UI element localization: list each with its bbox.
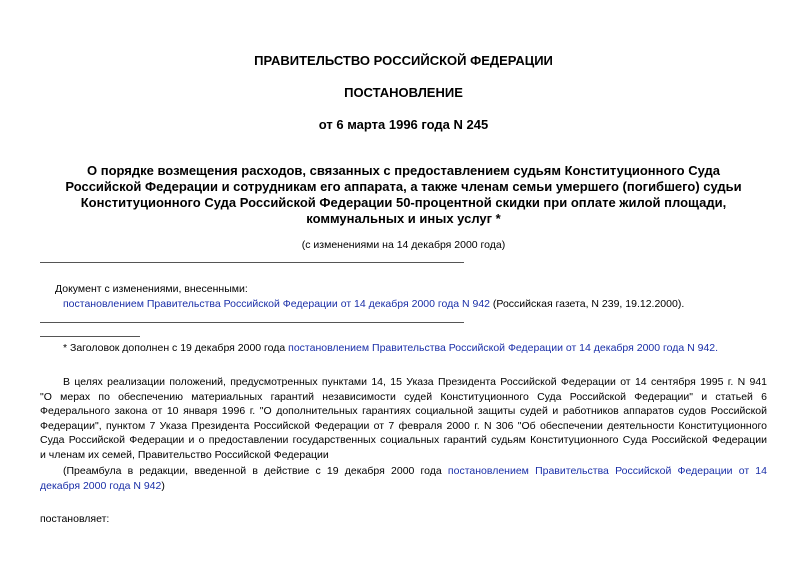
- preamble-line: Федерального закона от 10 января 1996 г. "О дополнительных гарантиях социальной защиты судей и работников аппаратов судов Российской: [40, 405, 767, 417]
- preamble-line: Федерации", пунктом 7 Указа Президента Российской Федерации от 7 февраля 2000 г. N 306 "Об обеспечении деятельности Конституционного: [40, 419, 767, 432]
- title-line: Конституционного Суда Российской Федерации 50-процентной скидки при оплате жилой площади,: [80, 195, 727, 210]
- preamble-line: Суда Российской Федерации и о предоставлении государственных социальных гарантий судьям Конституционного Суда Российской Федерации: [40, 434, 767, 446]
- date-number-heading: от 6 марта 1996 года N 245: [318, 117, 489, 132]
- preamble-edit-link[interactable]: постановлением Правительства Российской Федерации от 14: [447, 465, 767, 477]
- preamble-line: В целях реализации положений, предусмотренных пунктами 14, 15 Указа Президента Российской Федерации от 14 сентября 1995 г. N 941: [63, 376, 767, 388]
- preamble-line: "О мерах по обеспечению материальных гарантий независимости судей Конституционного Суда Российской Федерации" и статьей 6: [40, 390, 767, 403]
- footnote-link[interactable]: постановлением Правительства Российской Федерации от 14 декабря 2000 года N 942: [288, 342, 716, 354]
- changes-intro: Документ с изменениями, внесенными:: [55, 283, 248, 295]
- preamble-edit-link[interactable]: декабря 2000 года N 942: [40, 479, 162, 492]
- amendment-note: (с изменениями на 14 декабря 2000 года): [301, 239, 506, 251]
- preamble-edit-line: [63, 464, 767, 479]
- divider: [40, 262, 464, 263]
- footnote-suffix: .: [715, 342, 719, 354]
- publication-source: (Российская газета, N 239, 19.12.2000).: [490, 298, 685, 310]
- title-line: коммунальных и иных услуг *: [306, 211, 501, 226]
- footnote: [63, 342, 718, 355]
- resolves-text: постановляет:: [40, 513, 110, 525]
- title-line: Российской Федерации и сотрудникам его аппарата, а также членам семьи умершего (погибшего) судьи: [65, 179, 742, 194]
- preamble-edit-suffix: ): [161, 479, 165, 492]
- preamble-edit-text: (Преамбула в редакции, введенной в действие с 19 декабря 2000 года: [63, 465, 448, 477]
- government-heading: ПРАВИТЕЛЬСТВО РОССИЙСКОЙ ФЕДЕРАЦИИ: [254, 53, 553, 68]
- preamble-edit-line: [40, 479, 165, 494]
- footnote-divider: [40, 336, 140, 337]
- changes-entry: [63, 298, 684, 311]
- amendment-link[interactable]: постановлением Правительства Российской Федерации от 14 декабря 2000 года N 942: [63, 298, 490, 310]
- title-line: О порядке возмещения расходов, связанных с предоставлением судьям Конституционного Суда: [87, 163, 720, 178]
- footnote-text: * Заголовок дополнен с 19 декабря 2000 года: [63, 342, 289, 354]
- doc-type-heading: ПОСТАНОВЛЕНИЕ: [344, 85, 463, 100]
- divider: [40, 322, 464, 323]
- preamble-line: и членам их семей, Правительство Российской Федерации: [40, 448, 329, 461]
